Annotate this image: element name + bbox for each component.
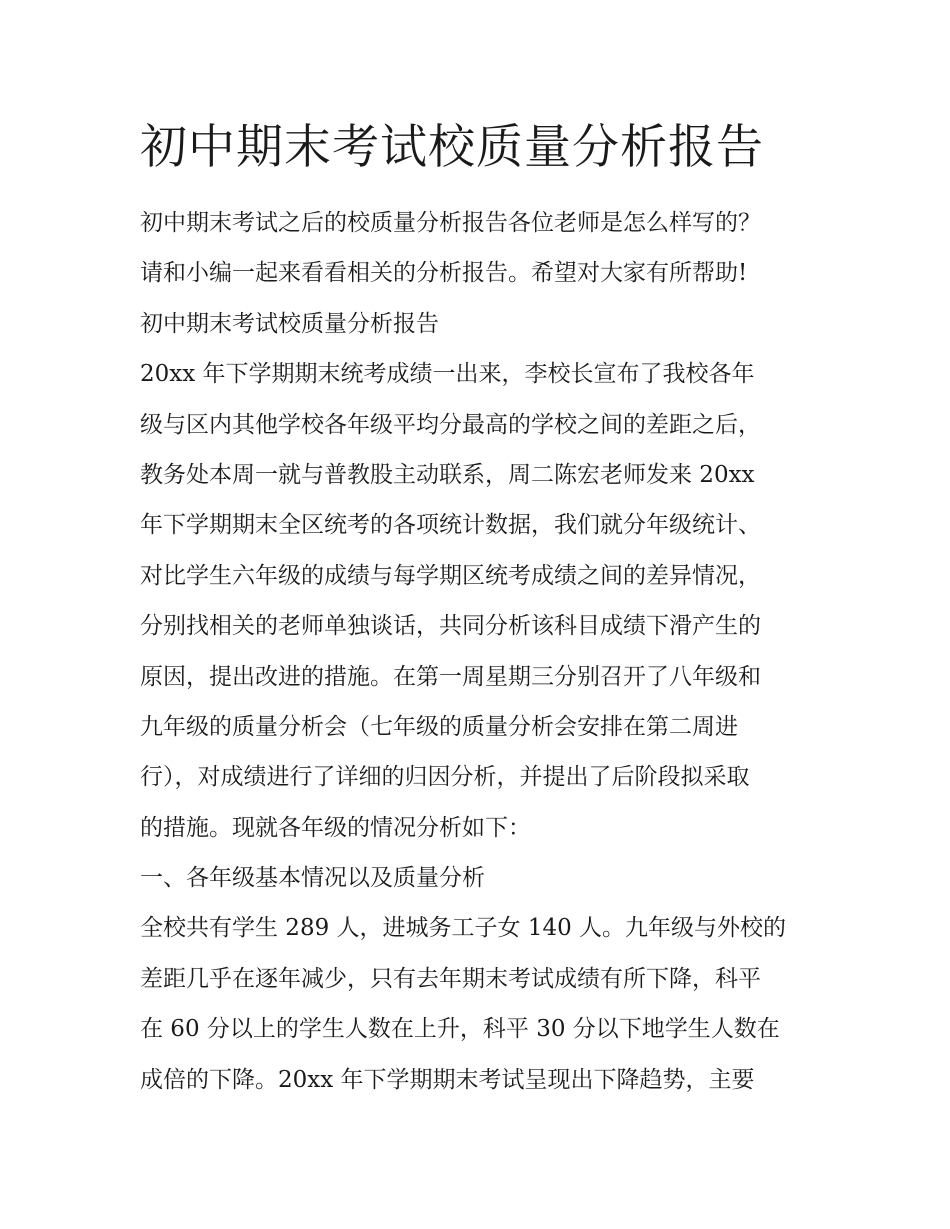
paragraph-line: 原因，提出改进的措施。在第一周星期三分别召开了八年级和 [140,663,761,690]
paragraph-line: 级与区内其他学校各年级平均分最高的学校之间的差距之后， [140,411,761,438]
paragraph-line: 请和小编一起来看看相关的分析报告。希望对大家有所帮助! [140,260,748,287]
paragraph-line: 行），对成绩进行了详细的归因分析，并提出了后阶段拟采取 [140,764,750,791]
paragraph-line: 分别找相关的老师单独谈话，共同分析该科目成绩下滑产生的 [140,613,761,640]
section-heading: 初中期末考试校质量分析报告 [140,310,439,337]
paragraph-line: 教务处本周一就与普教股主动联系，周二陈宏老师发来 20xx [140,461,755,488]
paragraph-line: 对比学生六年级的成绩与每学期区统考成绩之间的差异情况， [140,562,761,589]
paragraph-line: 的措施。现就各年级的情况分析如下： [140,814,531,841]
document-title: 初中期末考试校质量分析报告 [140,120,764,175]
paragraph-line: 九年级的质量分析会（七年级的质量分析会安排在第二周进 [140,713,738,740]
paragraph-line: 成倍的下降。20xx 年下学期期末考试呈现出下降趋势，主要 [140,1066,755,1093]
paragraph-line: 20xx 年下学期期末统考成绩一出来，李校长宣布了我校各年 [140,361,755,388]
section-heading: 一、各年级基本情况以及质量分析 [140,865,485,892]
paragraph-line: 初中期末考试之后的校质量分析报告各位老师是怎么样写的？ [140,210,761,236]
paragraph-line: 年下学期期末全区统考的各项统计数据，我们就分年级统计、 [140,512,761,539]
paragraph-line: 差距几乎在逐年减少，只有去年期末考试成绩有所下降，科平 [140,965,761,992]
paragraph-line: 在 60 分以上的学生人数在上升，科平 30 分以下地学生人数在 [140,1016,780,1043]
document-body [140,198,820,1105]
paragraph-line: 全校共有学生 289 人，进城务工子女 140 人。九年级与外校的 [140,915,787,942]
